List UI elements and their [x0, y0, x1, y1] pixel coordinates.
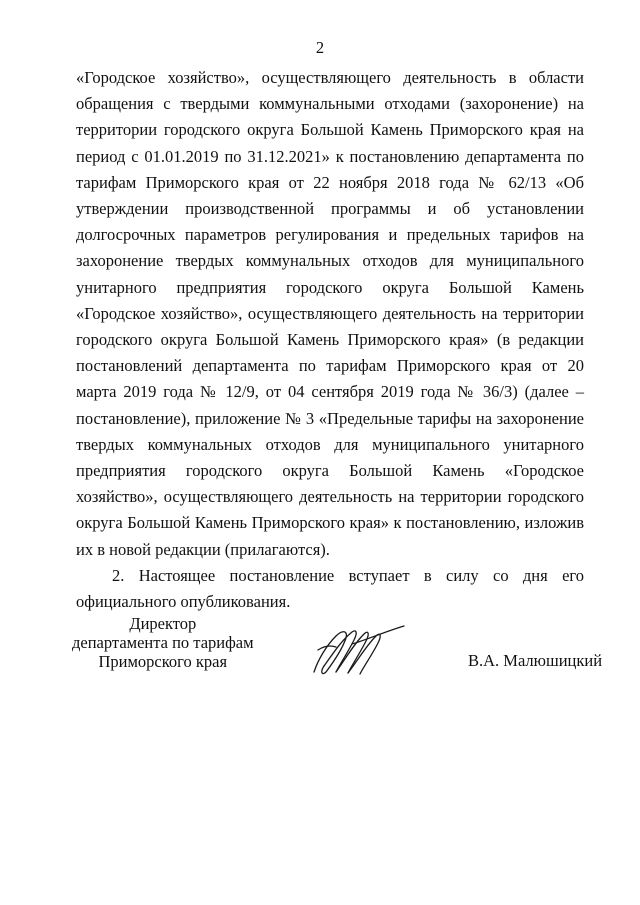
- page-number: 2: [315, 38, 325, 57]
- signatory-position: [72, 614, 254, 671]
- handwritten-signature-icon: [308, 620, 408, 680]
- position-line-1: Директор: [129, 614, 197, 633]
- position-line-2: департамента по тарифам: [72, 633, 254, 652]
- paragraph-effective-date: 2. Настоящее постановление вступает в силу со дня его официального опубликования.: [76, 565, 584, 612]
- paragraph-continuation: «Городское хозяйство», осуществляющего деятельность в области обращения с твердыми коммунальными отходами (захоронение) на территории городского округа Большой Камень Приморского края на период с 01.01.2019 по 31.12.2021» к постановлению департамента по тарифам Приморского края от 22 ноября 2018 года № 62/13 «Об утверждении производственной программы и об установлении долгосрочных параметров регулирования и предельных тарифов на захоронение твердых коммунальных отходов для муниципального унитарного предприятия городского округа Большой Камень «Городское хозяйство», осуществляющего деятельность на территории городского округа Большой Камень Приморского края» (в редакции постановлений департамента по тарифам Приморского края от 20 марта 2019 года № 12/9, от 04 сентября 2019 года № 36/3) (далее – постановление), приложение № 3 «Предельные тарифы на захоронение твердых коммунальных отходов для муниципального унитарного предприятия городского округа Большой Камень «Городское хозяйство», осуществляющего деятельность на территории городского округа Большой Камень Приморского края» к постановлению, изложив их в новой редакции (прилагаются).: [76, 68, 584, 559]
- signer-name: В.А. Малюшицкий: [468, 651, 603, 670]
- document-body: [76, 65, 584, 615]
- position-line-3: Приморского края: [98, 652, 228, 671]
